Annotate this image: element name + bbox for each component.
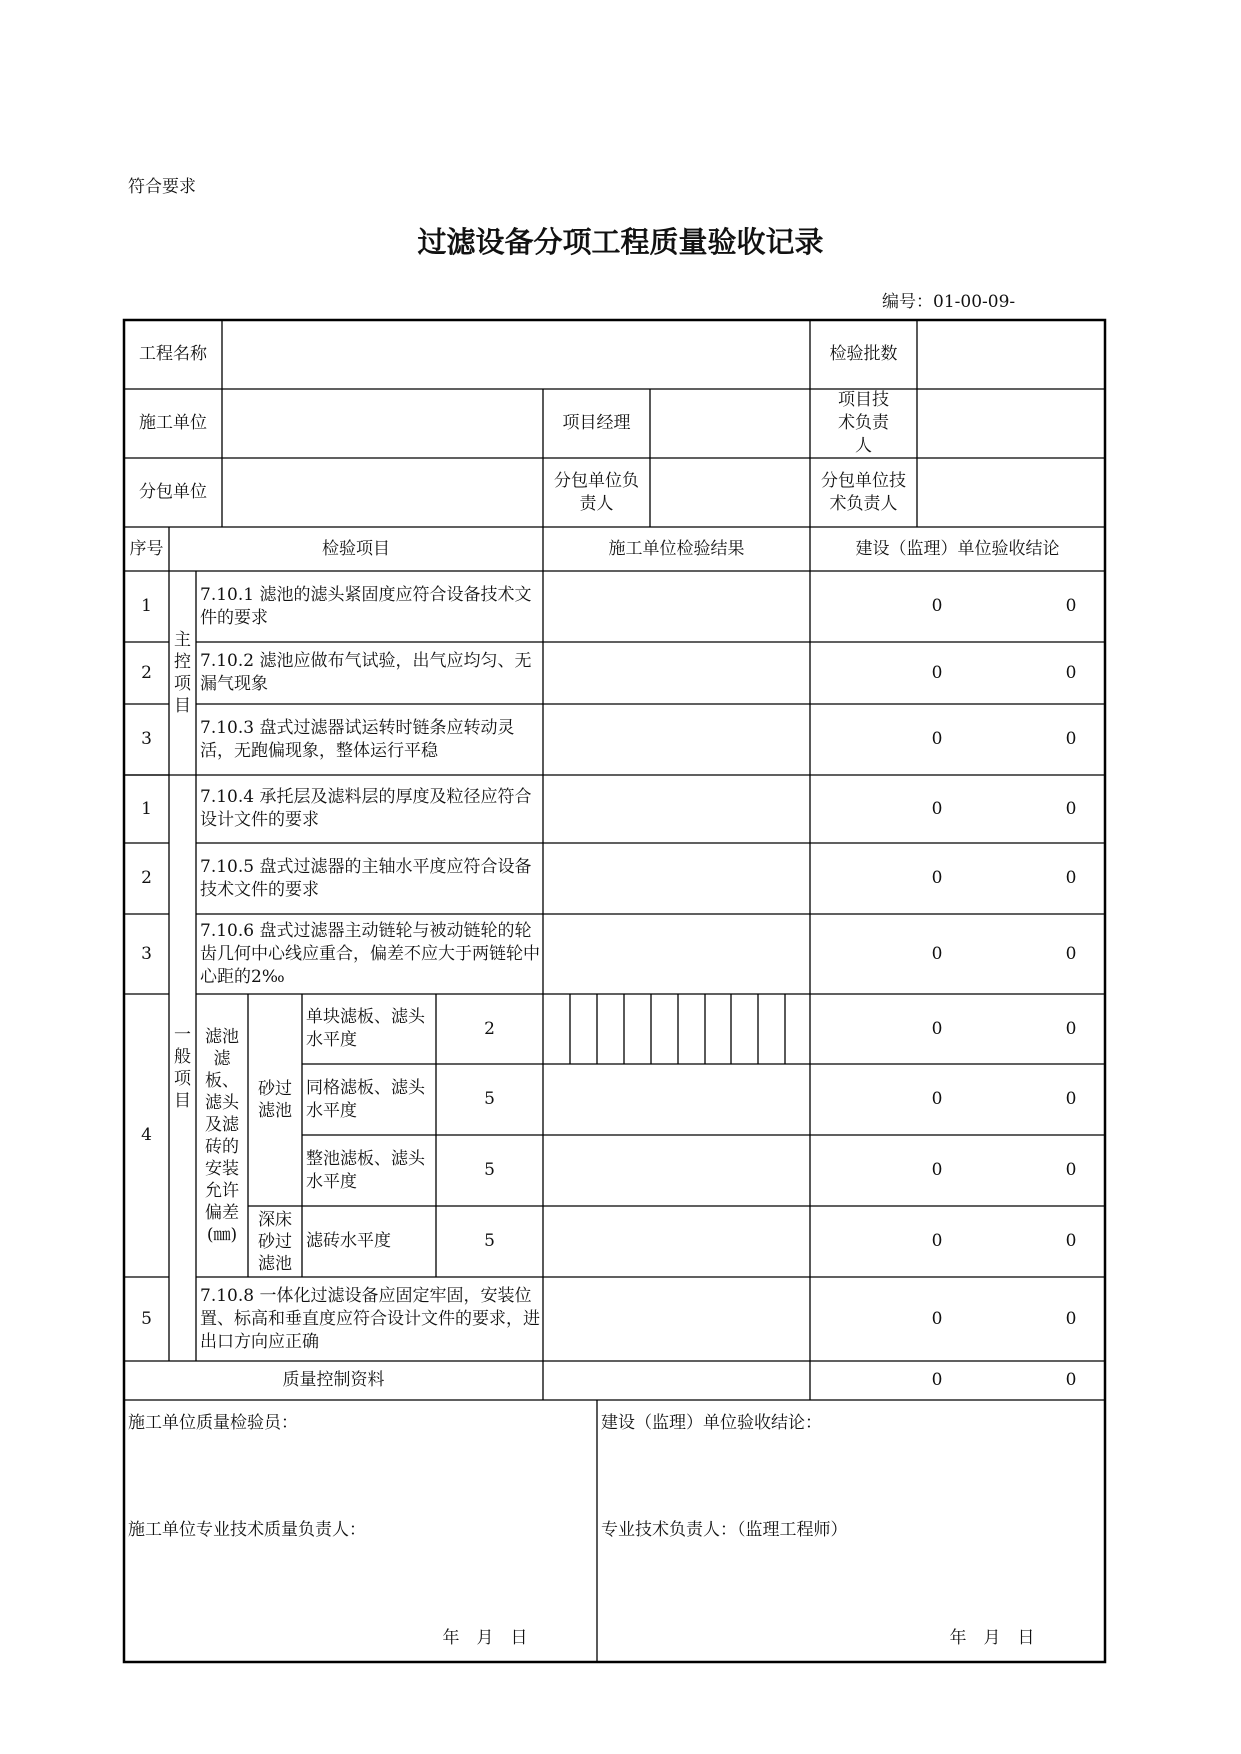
column-header-seq: 序号 <box>129 538 164 559</box>
signoff-date-right: 年 月 日 <box>949 1628 1035 1648</box>
subcontract-unit-label: 分包单位 <box>139 482 207 502</box>
column-header-item: 检验项目 <box>322 538 390 559</box>
main-item-1-value-b: 0 <box>1065 596 1077 616</box>
contractor-tech-signature-label: 施工单位专业技术质量负责人： <box>128 1520 366 1540</box>
tolerance-row-4-allowance: 5 <box>484 1231 495 1251</box>
main-item-1-result[interactable] <box>543 571 810 642</box>
main-item-1-text: 7.10.1 滤池的滤头紧固度应符合设备技术文件的要求 <box>200 584 532 628</box>
construction-unit-label: 施工单位 <box>139 413 207 433</box>
general-item-1-text: 7.10.4 承托层及滤料层的厚度及粒径应符合设计文件的要求 <box>200 787 532 830</box>
general-item-2-result[interactable] <box>543 843 810 914</box>
tolerance-row-3-item: 整池滤板、滤头水平度 <box>306 1148 425 1192</box>
inspector-signature-label: 施工单位质量检验员： <box>128 1413 298 1433</box>
tolerance-row-3-value-a: 0 <box>931 1160 943 1180</box>
tolerance-row-2-value-a: 0 <box>931 1089 943 1109</box>
general-item-3-value-b: 0 <box>1065 943 1077 964</box>
general-item-2-value-b: 0 <box>1065 868 1077 888</box>
tolerance-row-3-value-b: 0 <box>1065 1160 1077 1180</box>
main-item-3-result[interactable] <box>543 704 810 775</box>
tolerance-row-1-value-a: 0 <box>931 1018 943 1039</box>
general-item-2-text: 7.10.5 盘式过滤器的主轴水平度应符合设备技术文件的要求 <box>200 856 532 900</box>
main-item-2-text: 7.10.2 滤池应做布气试验，出气应均匀、无漏气现象 <box>200 651 532 694</box>
tolerance-row-2-item: 同格滤板、滤头水平度 <box>306 1077 425 1121</box>
general-item-1-seq: 1 <box>141 798 152 819</box>
general-item-1-result[interactable] <box>543 775 810 843</box>
batch-count-field[interactable] <box>917 320 1105 389</box>
project-name-label: 工程名称 <box>139 344 207 364</box>
subcontract-lead-field[interactable] <box>650 458 810 527</box>
quality-docs-result[interactable] <box>543 1361 810 1400</box>
main-item-2-value-b: 0 <box>1065 662 1077 683</box>
general-item-5-result[interactable] <box>543 1277 810 1361</box>
column-header-supervisor-conclusion: 建设（监理）单位验收结论 <box>855 538 1060 559</box>
tolerance-row-4-value-b: 0 <box>1065 1231 1077 1251</box>
quality-docs-value-a: 0 <box>931 1370 943 1390</box>
tech-lead-label: 项目技术负责人 <box>838 390 889 456</box>
general-item-3-value-a: 0 <box>931 943 943 964</box>
main-item-2-seq: 2 <box>141 662 152 683</box>
main-item-3-value-a: 0 <box>931 729 943 749</box>
page-title: 过滤设备分项工程质量验收记录 <box>417 225 824 259</box>
tolerance-row-4-value-a: 0 <box>931 1231 943 1251</box>
tolerance-row-2-value-b: 0 <box>1065 1089 1077 1109</box>
tolerance-seq: 4 <box>141 1125 152 1145</box>
general-item-5-value-a: 0 <box>931 1308 943 1329</box>
subcontract-tech-lead-label: 分包单位技术负责人 <box>821 470 906 514</box>
general-item-5-value-b: 0 <box>1065 1308 1077 1329</box>
subcontract-tech-lead-field[interactable] <box>917 458 1105 527</box>
general-item-1-value-b: 0 <box>1065 798 1077 819</box>
main-item-3-value-b: 0 <box>1065 729 1077 749</box>
general-item-3-text: 7.10.6 盘式过滤器主动链轮与被动链轮的轮齿几何中心线应重合，偏差不应大于两链轮中心距的2‰ <box>200 920 540 987</box>
deep-sand-filter-label: 深床砂过滤池 <box>258 1209 292 1274</box>
signoff-date-left: 年 月 日 <box>442 1628 528 1648</box>
tolerance-row-1-value-b: 0 <box>1065 1018 1077 1039</box>
quality-docs-value-b: 0 <box>1065 1370 1077 1390</box>
top-note: 符合要求 <box>128 177 196 197</box>
main-item-3-text: 7.10.3 盘式过滤器试运转时链条应转动灵活，无跑偏现象，整体运行平稳 <box>200 717 515 761</box>
tolerance-row-2-result[interactable] <box>543 1064 810 1135</box>
supervisor-tech-signature-label: 专业技术负责人：（监理工程师） <box>601 1520 848 1540</box>
supervisor-conclusion-label: 建设（监理）单位验收结论： <box>601 1413 822 1433</box>
project-manager-label: 项目经理 <box>562 413 631 433</box>
subcontract-lead-label: 分包单位负责人 <box>554 470 639 514</box>
main-item-1-value-a: 0 <box>931 596 943 616</box>
general-item-2-seq: 2 <box>141 868 152 888</box>
project-manager-field[interactable] <box>650 389 810 458</box>
project-name-field[interactable] <box>222 320 810 389</box>
general-item-5-seq: 5 <box>141 1308 152 1329</box>
tolerance-row-4-item: 滤砖水平度 <box>306 1231 391 1251</box>
document-number: 编号：01-00-09- <box>882 292 1016 312</box>
group-label-general: 一般项目 <box>174 1025 191 1111</box>
column-header-contractor-result: 施工单位检验结果 <box>608 538 745 559</box>
general-item-3-seq: 3 <box>141 943 152 964</box>
general-item-3-result[interactable] <box>543 914 810 994</box>
install-tolerance-label: 滤池滤板、滤头及滤砖的安装允许偏差(㎜) <box>205 1026 239 1245</box>
construction-unit-field[interactable] <box>222 389 543 458</box>
main-item-1-seq: 1 <box>141 596 152 616</box>
main-item-2-result[interactable] <box>543 642 810 704</box>
sand-filter-label: 砂过滤池 <box>258 1079 292 1121</box>
tech-lead-field[interactable] <box>917 389 1105 458</box>
group-label-main: 主控项目 <box>174 630 191 716</box>
tolerance-row-3-result[interactable] <box>543 1135 810 1206</box>
tolerance-row-2-allowance: 5 <box>484 1089 495 1109</box>
main-item-2-value-a: 0 <box>931 662 943 683</box>
general-item-1-value-a: 0 <box>931 798 943 819</box>
batch-count-label: 检验批数 <box>829 344 898 364</box>
quality-docs-label: 质量控制资料 <box>282 1370 385 1390</box>
subcontract-unit-field[interactable] <box>222 458 543 527</box>
tolerance-row-3-allowance: 5 <box>484 1160 495 1180</box>
tolerance-row-4-result[interactable] <box>543 1206 810 1277</box>
main-item-3-seq: 3 <box>141 729 152 749</box>
general-item-2-value-a: 0 <box>931 868 943 888</box>
tolerance-row-1-item: 单块滤板、滤头水平度 <box>306 1007 425 1050</box>
tolerance-row-1-allowance: 2 <box>484 1018 495 1039</box>
general-item-5-text: 7.10.8 一体化过滤设备应固定牢固，安装位置、标高和垂直度应符合设计文件的要求，进出口方向应正确 <box>200 1285 540 1352</box>
